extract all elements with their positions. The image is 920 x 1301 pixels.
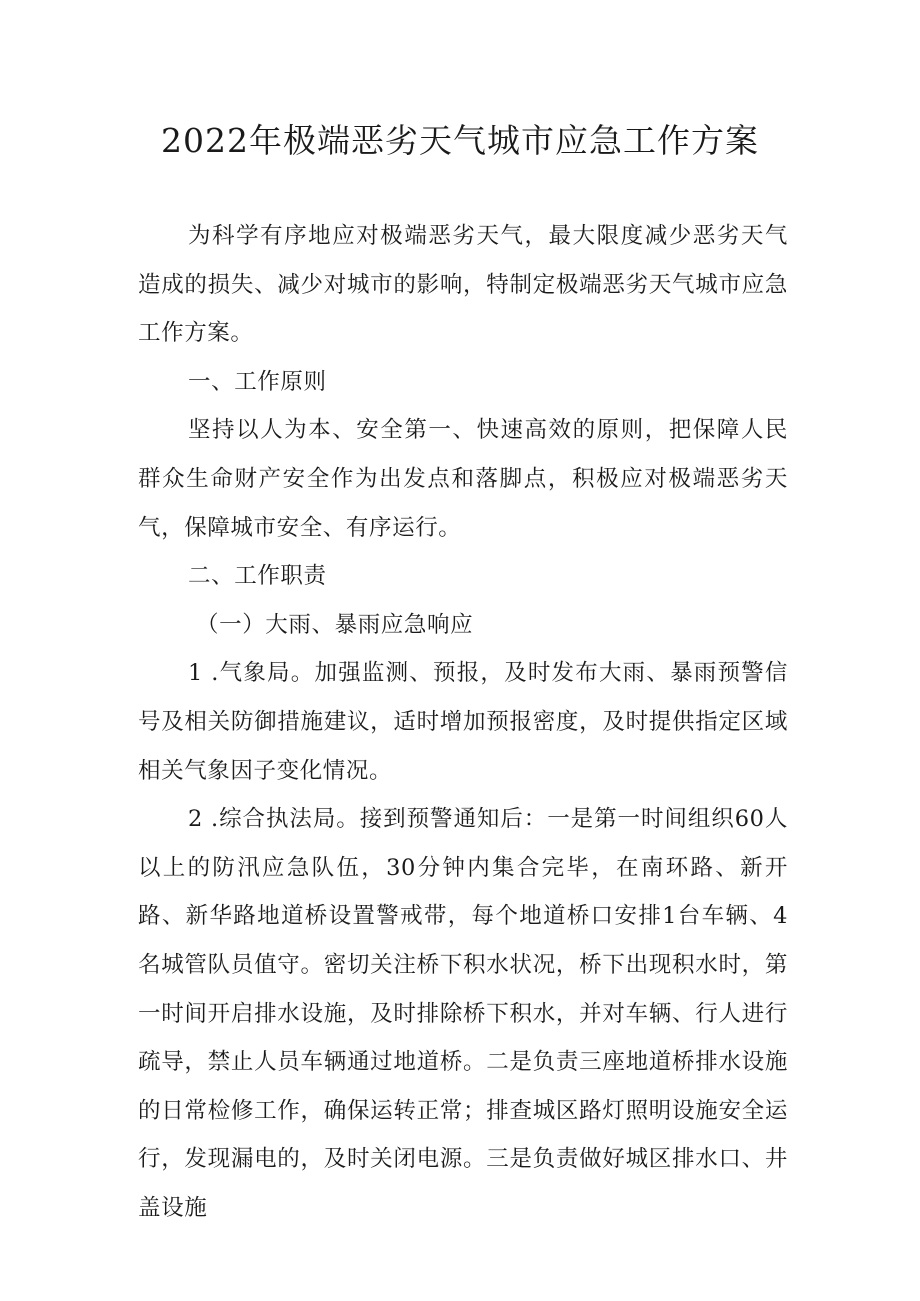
item-meteorology: 1 .气象局。加强监测、预报，及时发布大雨、暴雨预警信号及相关防御措施建议，适时增加预报密度，及时提供指定区域相关气象因子变化情况。 [138,660,788,784]
document-title: 2022年极端恶劣天气城市应急工作方案 [161,121,759,160]
section-heading-duties: 二、工作职责 [188,563,327,590]
section-heading-principles: 一、工作原则 [188,368,327,395]
subsection-heading-rain: （一）大雨、暴雨应急响应 [196,611,474,638]
principles-paragraph: 坚持以人为本、安全第一、快速高效的原则，把保障人民群众生命财产安全作为出发点和落脚点，积极应对极端恶劣天气，保障城市安全、有序运行。 [138,417,788,541]
document-body [138,212,788,1232]
intro-paragraph: 为科学有序地应对极端恶劣天气，最大限度减少恶劣天气造成的损失、减少对城市的影响，特制定极端恶劣天气城市应急工作方案。 [138,223,788,347]
item-law-enforcement: 2 .综合执法局。接到预警通知后：一是第一时间组织60人以上的防汛应急队伍，30分钟内集合完毕，在南环路、新开路、新华路地道桥设置警戒带，每个地道桥口安排1台车辆、4名城管队员值守。密切关注桥下积水状况，桥下出现积水时，第一时间开启排水设施，及时排除桥下积水，并对车辆、行人进行疏导，禁止人员车辆通过地道桥。二是负责三座地道桥排水设施的日常检修工作，确保运转正常；排查城区路灯照明设施安全运行，发现漏电的，及时关闭电源。三是负责做好城区排水口、井盖设施 [138,806,788,1221]
